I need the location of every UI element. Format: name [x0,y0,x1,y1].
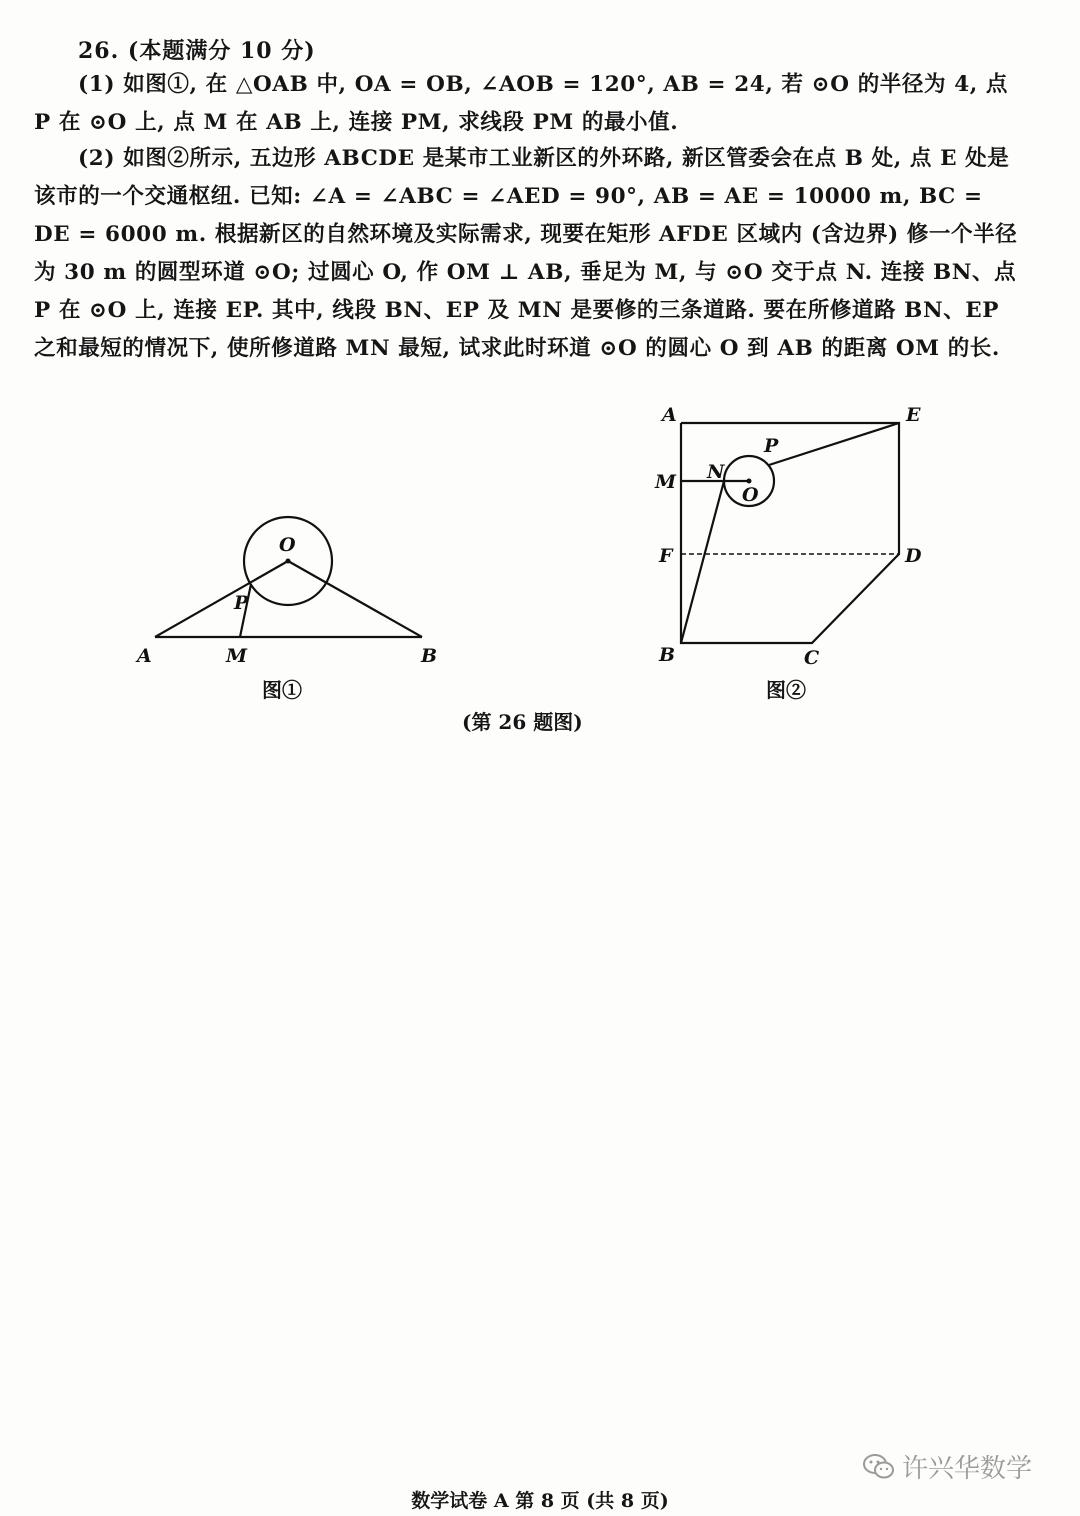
label-m: M [226,645,248,667]
figure-note: (第 26 题图) [462,710,583,734]
label-c: C [804,647,820,669]
part-2-text: (2) 如图②所示, 五边形 ABCDE 是某市工业新区的外环路, 新区管委会在点 B 处, 点 E 处是该市的一个交通枢纽. 已知: ∠A = ∠ABC = ∠AED = 90°, AB = AE = 10000 m, BC = DE = 6000 m. 根据新区的自然环境及实际需求, 现要在矩形 AFDE 区域内 (含边界) 修一个半径为 30 m 的圆型环道 ⊙O; 过圆心 O, 作 OM ⊥ AB, 垂足为 M, 与 ⊙O 交于点 N. 连接 BN、点 P 在 ⊙O 上, 连接 EP. 其中, 线段 BN、EP 及 MN 是要修的三条道路. 要在所修道路 BN、EP 之和最短的情况下, 使所修道路 MN 最短, 试求此时环道 ⊙O 的圆心 O 到 AB 的距离 OM 的长. [34,146,1018,361]
label-b: B [421,645,438,667]
label-d: D [905,545,922,567]
question-part-2 [34,140,1024,368]
wechat-icon [862,1453,896,1481]
label-a: A [137,645,152,667]
label-f: F [659,545,673,567]
label-e: E [906,404,921,426]
label-a: A [662,404,677,426]
part-1-text: (1) 如图①, 在 △OAB 中, OA = OB, ∠AOB = 120°, AB = 24, 若 ⊙O 的半径为 4, 点 P 在 ⊙O 上, 点 M 在 AB 上, 连接 PM, 求线段 PM 的最小值. [34,72,1009,135]
watermark-text: 许兴华数学 [902,1454,1033,1484]
pentagon-abcde [681,423,899,643]
label-n: N [707,461,725,483]
figure-2-caption: 图② [766,678,806,702]
label-o: O [279,534,296,556]
label-m: M [655,471,677,493]
label-p: P [764,435,779,457]
segment-bn [681,481,724,643]
watermark [862,1448,1032,1485]
label-p: P [234,592,249,614]
page-footer: 数学试卷 A 第 8 页 (共 8 页) [411,1490,669,1512]
segment-ep [769,423,899,465]
point-o [747,479,752,484]
figure-1-caption: 图① [262,678,302,702]
label-b: B [659,644,676,666]
point-o [286,559,291,564]
question-header: 26. (本题满分 10 分) [78,38,316,64]
figure-2 [650,400,940,675]
label-o: O [742,484,759,506]
question-part-1 [34,66,1024,142]
figure-1 [130,505,450,675]
